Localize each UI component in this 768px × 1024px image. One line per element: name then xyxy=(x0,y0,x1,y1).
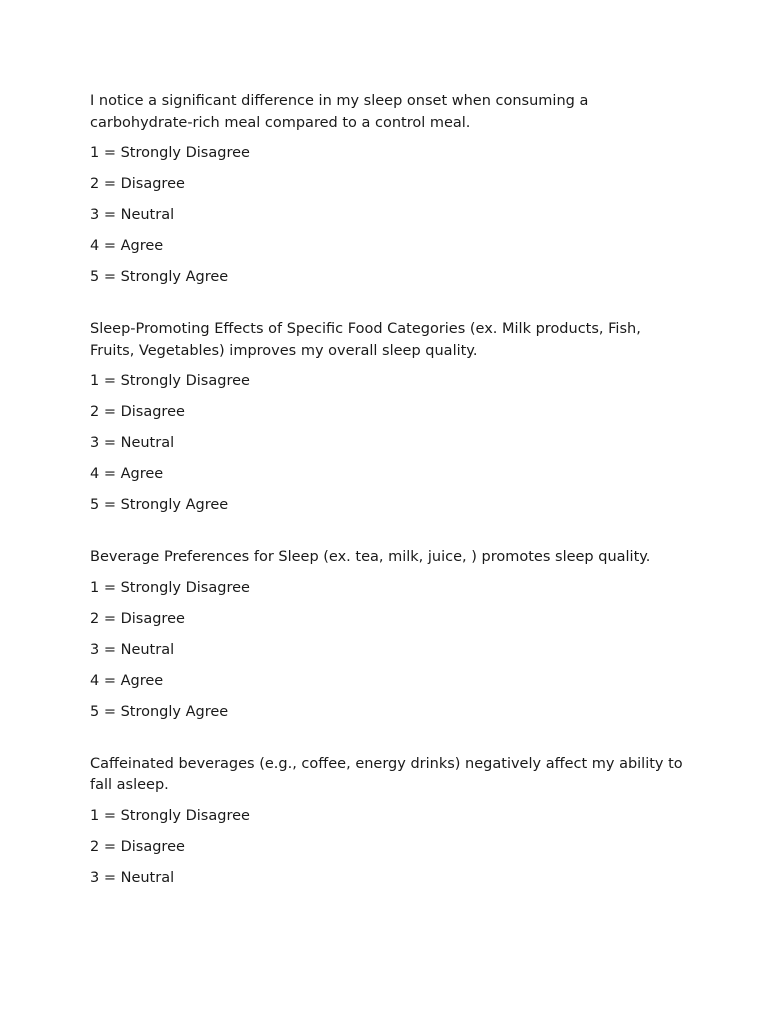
likert-option: 2 = Disagree xyxy=(90,404,185,420)
likert-option: 2 = Disagree xyxy=(90,176,185,192)
likert-option: 1 = Strongly Disagree xyxy=(90,807,250,824)
question-text: Sleep-Promoting Effects of Specific Food Categories (ex. Milk products, Fish, Fruits, Vegetables) improves my overall sleep quality. xyxy=(90,321,641,359)
likert-option: 3 = Neutral xyxy=(90,641,175,658)
likert-option: 1 = Strongly Disagree xyxy=(90,579,250,596)
likert-option: 2 = Disagree xyxy=(90,610,185,627)
likert-option: 1 = Strongly Disagree xyxy=(90,145,250,161)
question-block-2 xyxy=(90,319,685,516)
likert-option: 4 = Agree xyxy=(90,466,164,482)
question-block-1 xyxy=(90,91,685,288)
question-text: Caffeinated beverages (e.g., coffee, energy drinks) negatively affect my ability to fall asleep. xyxy=(90,755,683,793)
likert-option: 1 = Strongly Disagree xyxy=(90,373,250,389)
question-text: I notice a significant difference in my sleep onset when consuming a carbohydrate-rich meal compared to a control meal. xyxy=(90,93,589,131)
likert-option: 4 = Agree xyxy=(90,238,164,254)
question-block-4 xyxy=(90,754,685,889)
question-text: Beverage Preferences for Sleep (ex. tea, milk, juice, ) promotes sleep quality. xyxy=(90,549,651,565)
likert-option: 3 = Neutral xyxy=(90,869,175,886)
likert-option: 4 = Agree xyxy=(90,672,164,689)
likert-option: 2 = Disagree xyxy=(90,838,185,855)
likert-option: 5 = Strongly Agree xyxy=(90,269,229,285)
likert-option: 3 = Neutral xyxy=(90,207,175,223)
document-page xyxy=(90,91,685,889)
likert-option: 5 = Strongly Agree xyxy=(90,497,229,513)
question-block-3 xyxy=(90,547,685,723)
likert-option: 3 = Neutral xyxy=(90,435,175,451)
likert-option: 5 = Strongly Agree xyxy=(90,703,229,720)
